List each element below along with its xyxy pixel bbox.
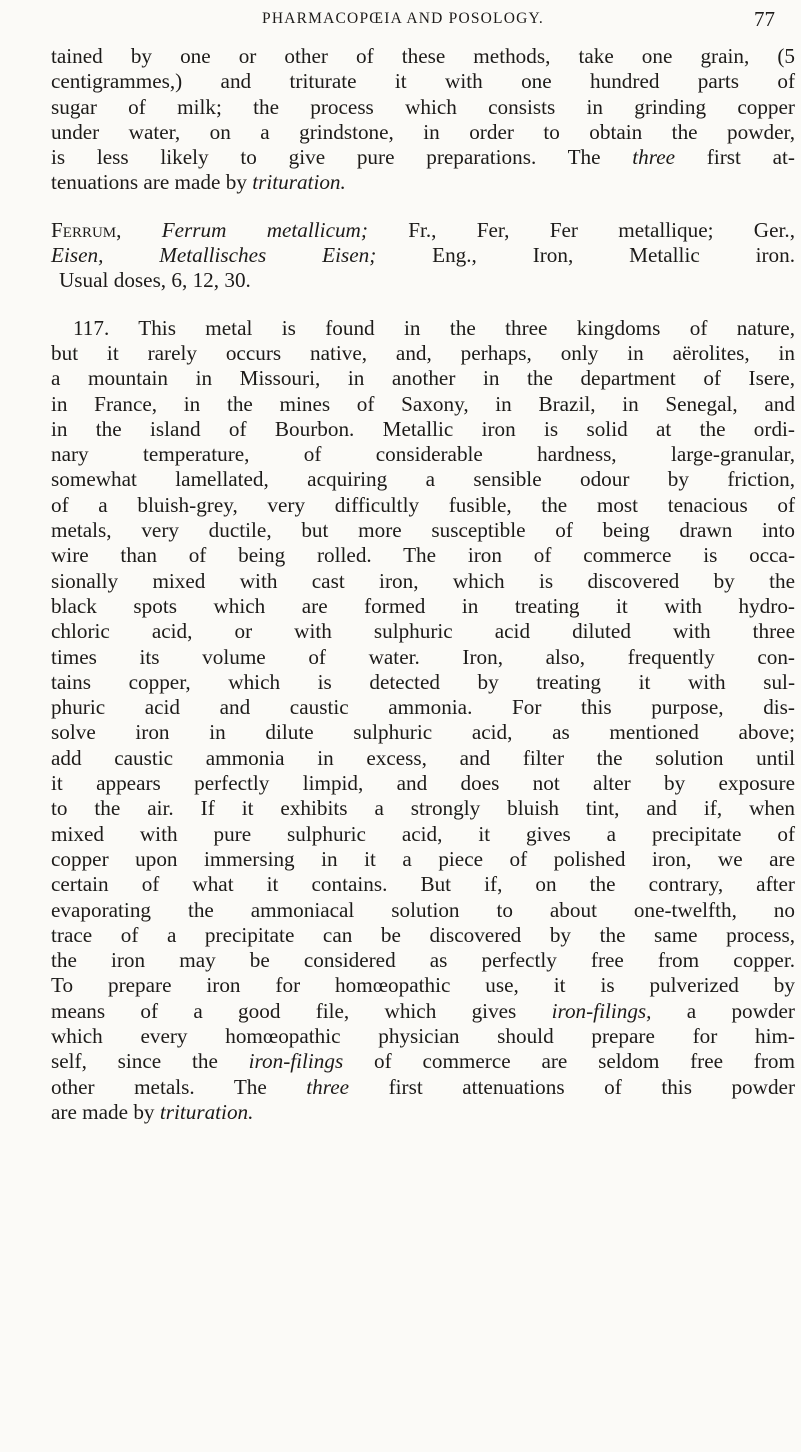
text-line: black spots which are formed in treating it with hydro- (51, 593, 795, 618)
german-name: Eisen, Metallisches Eisen; (51, 243, 377, 268)
emphasis: iron-filings (248, 1049, 344, 1074)
text-line: the iron may be considered as perfectly free from copper. (51, 948, 795, 973)
text-run: Fr., Fer, Fer metallique; Ger., (367, 217, 795, 242)
text-line: in France, in the mines of Saxony, in Brazil, in Senegal, and (51, 391, 795, 416)
text-line: nary temperature, of considerable hardness, large-granular, (51, 442, 795, 467)
text-run: of commerce are seldom free from (343, 1049, 795, 1074)
text-run: are made by (51, 1099, 160, 1124)
text-line: a mountain in Missouri, in another in the department of Isere, (51, 366, 795, 391)
text-run: self, since the (51, 1049, 249, 1074)
text-line (51, 145, 795, 170)
emphasis: trituration. (252, 170, 346, 195)
text-line: to the air. If it exhibits a strongly bluish tint, and if, when (51, 796, 795, 821)
text-line: add caustic ammonia in excess, and filter the solution until (51, 745, 795, 770)
text-line: centigrammes,) and triturate it with one hundred parts of (51, 69, 795, 94)
text-line (51, 170, 795, 195)
running-title: PHARMACOPŒIA AND POSOLOGY. (262, 10, 544, 27)
usual-doses: Usual doses, 6, 12, 30. (59, 268, 251, 293)
text-line: metals, very ductile, but more susceptible of being drawn into (51, 518, 795, 543)
emphasis: three (632, 145, 676, 170)
paragraph-continuation (51, 44, 795, 196)
text-line (51, 1075, 795, 1100)
text-line: trace of a precipitate can be discovered by the same process, (51, 922, 795, 947)
entry-name: Ferrum, (51, 217, 122, 242)
emphasis: three (306, 1074, 350, 1099)
text-line: copper upon immersing in it a piece of polished iron, we are (51, 846, 795, 871)
text-line: mixed with pure sulphuric acid, it gives a precipitate of (51, 821, 795, 846)
text-line: certain of what it contains. But if, on the contrary, after (51, 872, 795, 897)
text-line: solve iron in dilute sulphuric acid, as mentioned above; (51, 720, 795, 745)
text-line: somewhat lamellated, acquiring a sensible odour by friction, (51, 467, 795, 492)
text-line: tained by one or other of these methods, take one grain, (5 (51, 44, 795, 68)
text-run: a powder (651, 998, 795, 1023)
text-line: phuric acid and caustic ammonia. For this purpose, dis- (51, 695, 795, 720)
text-line: but it rarely occurs native, and, perhaps, only in aërolites, in (51, 340, 795, 365)
emphasis: trituration. (159, 1099, 254, 1124)
text-run: Eng., Iron, Metallic iron. (376, 243, 795, 268)
text-line: chloric acid, or with sulphuric acid diluted with three (51, 619, 795, 644)
text-line (51, 1049, 795, 1074)
text-run: tenuations are made by (51, 170, 253, 195)
text-line: 117. This metal is found in the three kingdoms of nature, (73, 315, 795, 340)
text-run: first attenuations of this powder (349, 1074, 796, 1099)
latin-name: Ferrum metallicum; (121, 217, 368, 242)
text-line: in the island of Bourbon. Metallic iron is solid at the ordi- (51, 416, 795, 441)
text-line: sugar of milk; the process which consists in grinding copper (51, 94, 795, 119)
drug-entry-heading (51, 218, 795, 294)
paragraph-117 (51, 316, 795, 1126)
running-head (0, 7, 801, 36)
text-line: times its volume of water. Iron, also, frequently con- (51, 644, 795, 669)
text-line: tains copper, which is detected by treating it with sul- (51, 669, 795, 694)
emphasis: iron-filings, (551, 998, 652, 1023)
body-text (51, 44, 795, 1125)
text-line (51, 1100, 795, 1125)
text-run: other metals. The (51, 1074, 307, 1099)
text-line: of a bluish-grey, very difficultly fusible, the most tenacious of (51, 492, 795, 517)
text-line: evaporating the ammoniacal solution to about one-twelfth, no (51, 897, 795, 922)
text-line (51, 218, 795, 243)
text-run: first at- (675, 145, 795, 170)
text-line: which every homœopathic physician should prepare for him- (51, 1023, 795, 1048)
text-line (51, 243, 795, 268)
text-line (51, 999, 795, 1024)
text-run: means of a good file, which gives (51, 998, 552, 1023)
page-number: 77 (754, 7, 775, 31)
text-line: To prepare iron for homœopathic use, it is pulverized by (51, 973, 795, 998)
text-line: it appears perfectly limpid, and does not alter by exposure (51, 771, 795, 796)
text-line: wire than of being rolled. The iron of commerce is occa- (51, 543, 795, 568)
text-line: under water, on a grindstone, in order to obtain the powder, (51, 119, 795, 144)
text-run: is less likely to give pure preparations. The (51, 145, 633, 170)
text-line: sionally mixed with cast iron, which is discovered by the (51, 568, 795, 593)
